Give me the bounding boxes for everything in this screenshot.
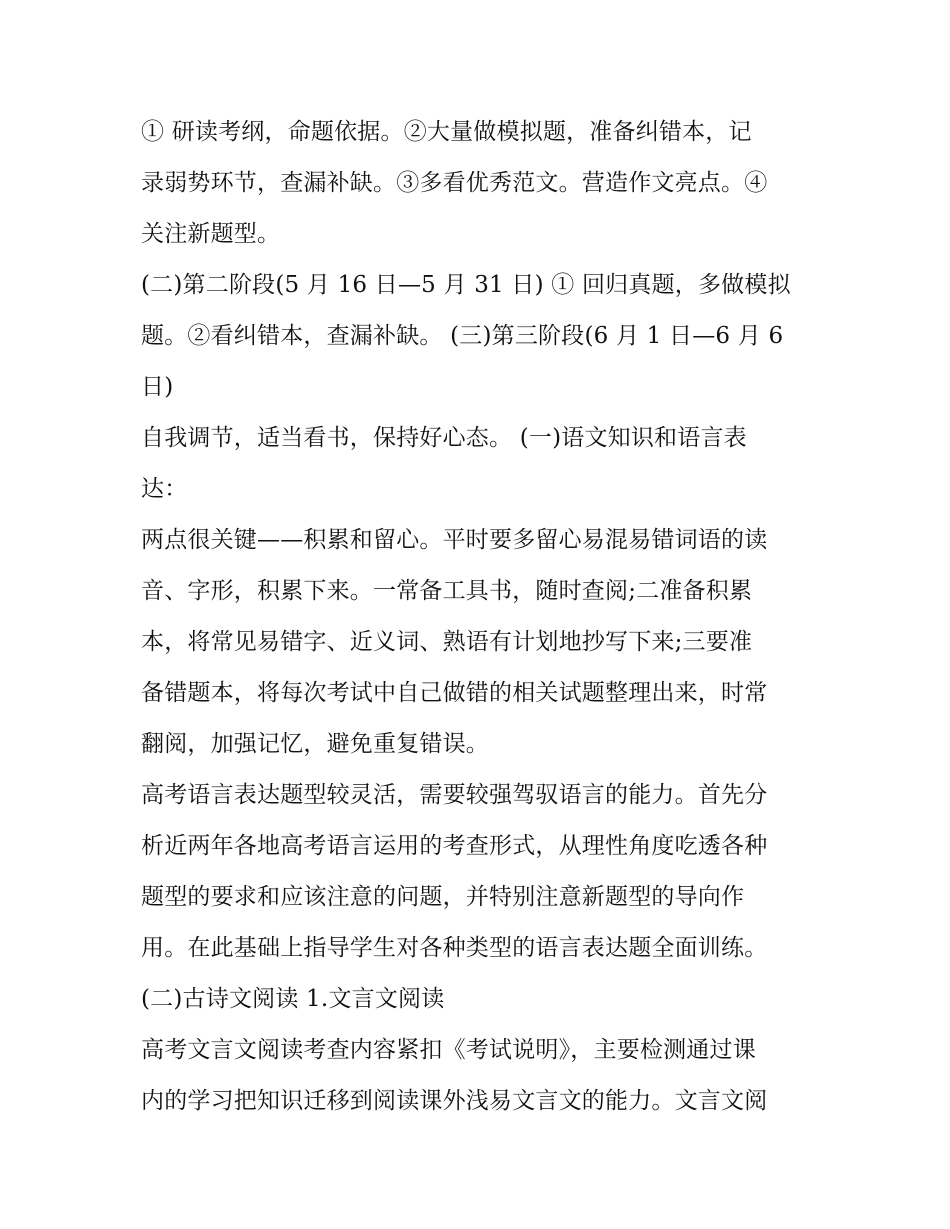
text-line: 题。②看纠错本，查漏补缺。 (三)第三阶段(6 月 1 日—6 月 6	[141, 323, 784, 349]
text-line: 翻阅，加强记忆，避免重复错误。	[141, 731, 489, 757]
document-body	[141, 107, 816, 1127]
text-line: 两点很关键——积累和留心。平时要多留心易混易错词语的读	[141, 527, 768, 553]
text-line: 用。在此基础上指导学生对各种类型的语言表达题全面训练。	[141, 935, 768, 961]
text-line: 音、字形，积累下来。一常备工具书，随时查阅;二准备积累	[141, 578, 753, 604]
text-line: 备错题本，将每次考试中自己做错的相关试题整理出来，时常	[141, 680, 768, 706]
text-line: 自我调节，适当看书，保持好心态。 (一)语文知识和语言表	[141, 425, 747, 451]
text-line: 关注新题型。	[141, 221, 281, 247]
text-line: 日)	[141, 374, 174, 400]
text-line: 析近两年各地高考语言运用的考查形式，从理性角度吃透各种	[141, 833, 768, 859]
text-line: (二)第二阶段(5 月 16 日—5 月 31 日) ① 回归真题，多做模拟	[141, 272, 791, 298]
text-line: 高考语言表达题型较灵活，需要较强驾驭语言的能力。首先分	[141, 782, 768, 808]
text-line: 高考文言文阅读考查内容紧扣《考试说明》，主要检测通过课	[141, 1037, 756, 1063]
text-line: ① 研读考纲，命题依据。②大量做模拟题，准备纠错本，记	[141, 119, 752, 145]
text-line: (二)古诗文阅读 1.文言文阅读	[141, 986, 445, 1012]
text-line: 本，将常见易错字、近义词、熟语有计划地抄写下来;三要准	[141, 629, 753, 655]
text-line: 内的学习把知识迁移到阅读课外浅易文言文的能力。文言文阅	[141, 1088, 768, 1114]
text-line: 录弱势环节，查漏补缺。③多看优秀范文。营造作文亮点。④	[141, 170, 768, 196]
text-line: 达：	[141, 476, 188, 502]
text-line: 题型的要求和应该注意的问题，并特别注意新题型的导向作	[141, 884, 745, 910]
